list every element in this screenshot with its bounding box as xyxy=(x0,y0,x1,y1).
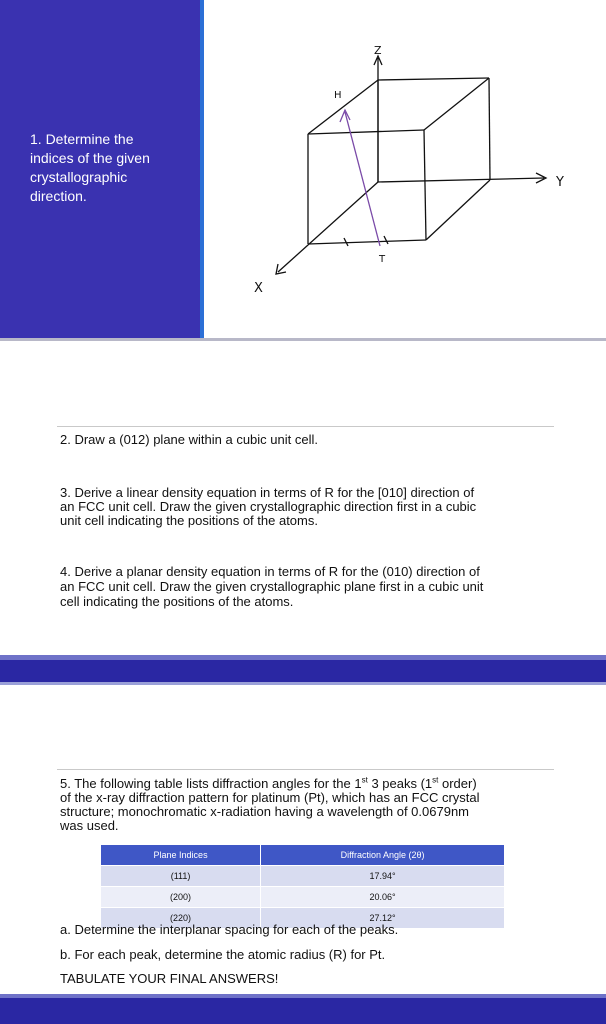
q5-line xyxy=(60,777,550,791)
point-h-label: H xyxy=(334,90,342,101)
slide-band-bottom xyxy=(0,682,606,685)
table-header-row xyxy=(101,845,505,866)
tick-mark xyxy=(384,236,388,244)
cube-edge xyxy=(489,78,490,180)
x-axis xyxy=(278,182,378,272)
q4-line: an FCC unit cell. Draw the given crystallographic plane first in a cubic unit xyxy=(60,579,484,594)
q5-text-part: 3 peaks (1 xyxy=(367,776,433,791)
cube-edge xyxy=(378,78,489,80)
table-row xyxy=(101,866,505,887)
q1-line: indices of the given xyxy=(30,150,150,166)
tabulate-note: TABULATE YOUR FINAL ANSWERS! xyxy=(60,971,279,986)
divider-rule xyxy=(57,769,554,770)
question-5b-text: b. For each peak, determine the atomic radius (R) for Pt. xyxy=(60,947,386,962)
cube-diagram xyxy=(204,0,606,338)
plane-indices-cell: (220) xyxy=(101,908,261,929)
q5-text-part: 5. The following table lists diffraction angles for the 1 xyxy=(60,776,362,791)
q3-line: unit cell indicating the positions of the atoms. xyxy=(60,513,318,528)
q4-line: cell indicating the positions of the atoms. xyxy=(60,594,294,609)
q1-line: direction. xyxy=(30,188,87,204)
q3-line: 3. Derive a linear density equation in terms of R for the [010] direction of xyxy=(60,485,475,500)
cube-edge xyxy=(308,130,424,134)
plane-indices-cell: (200) xyxy=(101,887,261,908)
axis-z-label: Z xyxy=(374,44,382,57)
slide-band xyxy=(0,998,606,1024)
q5-line: of the x-ray diffraction pattern for platinum (Pt), which has an FCC crystal xyxy=(60,790,480,805)
diffraction-table xyxy=(100,844,505,929)
q3-line: an FCC unit cell. Draw the given crystallographic direction first in a cubic xyxy=(60,499,477,514)
question-2-text: 2. Draw a (012) plane within a cubic unit cell. xyxy=(60,432,318,447)
q5-text-part: order) xyxy=(438,776,477,791)
cube-edge xyxy=(308,240,426,244)
q1-line: crystallographic xyxy=(30,169,128,185)
divider-rule xyxy=(57,426,554,427)
column-header: Plane Indices xyxy=(101,845,261,866)
slide-divider xyxy=(0,338,606,341)
diffraction-angle-cell: 27.12° xyxy=(261,908,505,929)
plane-indices-cell: (111) xyxy=(101,866,261,887)
point-t-label: T xyxy=(379,254,386,265)
table-row xyxy=(101,887,505,908)
axis-x-label: X xyxy=(254,281,263,296)
superscript: st xyxy=(361,775,368,785)
axis-y-label: Y xyxy=(556,175,564,190)
cube-edge xyxy=(308,80,378,134)
cube-edge xyxy=(424,130,426,240)
slide-band xyxy=(0,660,606,682)
q5-line: was used. xyxy=(60,818,119,833)
direction-arrowhead xyxy=(340,110,350,122)
diffraction-angle-cell: 17.94° xyxy=(261,866,505,887)
q5-line: structure; monochromatic x-radiation having a wavelength of 0.0679nm xyxy=(60,804,469,819)
tick-mark xyxy=(344,238,348,246)
q4-line: 4. Derive a planar density equation in terms of R for the (010) direction of xyxy=(60,564,480,579)
column-header: Diffraction Angle (2θ) xyxy=(261,845,505,866)
superscript: st xyxy=(432,775,439,785)
question-1-text xyxy=(30,130,190,206)
cube-edge xyxy=(426,180,490,240)
q1-line: 1. Determine the xyxy=(30,131,134,147)
cube-edge xyxy=(424,78,489,130)
question-5a-text: a. Determine the interplanar spacing for each of the peaks. xyxy=(60,922,399,937)
diffraction-angle-cell: 20.06° xyxy=(261,887,505,908)
y-axis xyxy=(378,178,544,182)
